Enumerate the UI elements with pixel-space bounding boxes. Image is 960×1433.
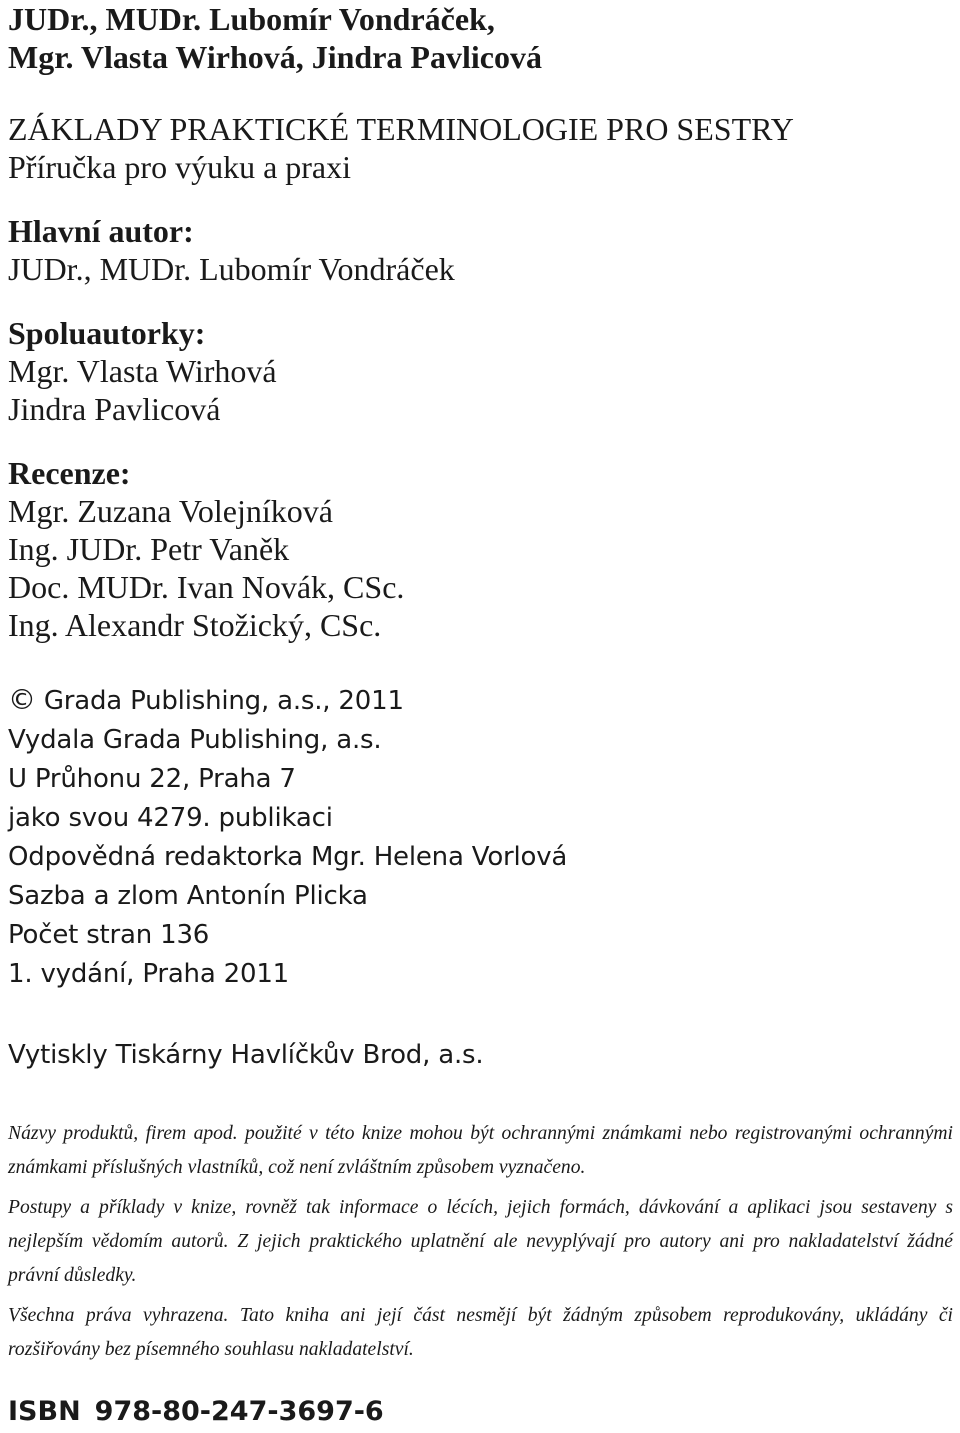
reviewer-name: Doc. MUDr. Ivan Novák, CSc. (8, 569, 405, 605)
publisher-imprint (8, 680, 953, 994)
book-subtitle: Příručka pro výuku a praxi (8, 149, 352, 185)
isbn-label: ISBN (8, 1396, 81, 1427)
reviewer-name: Ing. Alexandr Stožický, CSc. (8, 607, 382, 643)
main-author-name: JUDr., MUDr. Lubomír Vondráček (8, 251, 455, 287)
trademark-note: Názvy produktů, firem apod. použité v této knize mohou být ochrannými známkami nebo registrovanými ochrannými známkami příslušných vlastníků, což není zvláštním způsobem vyznačeno. (8, 1123, 953, 1178)
isbn-number: 978-80-247-3697-6 (94, 1396, 384, 1427)
copyright-icon: © (8, 683, 36, 716)
imprint-line: Počet stran 136 (8, 920, 210, 950)
imprint-line: 1. vydání, Praha 2011 (8, 959, 290, 989)
author-header-line-1: JUDr., MUDr. Lubomír Vondráček, (8, 1, 495, 37)
reviewer-name: Mgr. Zuzana Volejníková (8, 493, 333, 529)
co-author-name: Jindra Pavlicová (8, 391, 221, 427)
co-authors-label: Spoluautorky: (8, 315, 206, 351)
book-title-block (8, 110, 953, 186)
co-author-name: Mgr. Vlasta Wirhová (8, 353, 277, 389)
main-author-section (8, 212, 953, 288)
copyright-line (8, 680, 953, 721)
imprint-line: U Průhonu 22, Praha 7 (8, 764, 296, 794)
book-title: ZÁKLADY PRAKTICKÉ TERMINOLOGIE PRO SESTRY (8, 111, 794, 147)
author-header (8, 0, 953, 76)
isbn-line (8, 1394, 384, 1430)
imprint-line: Sazba a zlom Antonín Plicka (8, 881, 368, 911)
author-header-line-2: Mgr. Vlasta Wirhová, Jindra Pavlicová (8, 39, 542, 75)
imprint-page (8, 0, 953, 1427)
reviewers-section (8, 454, 953, 644)
imprint-line: Odpovědná redaktorka Mgr. Helena Vorlová (8, 842, 568, 872)
imprint-line: Vydala Grada Publishing, a.s. (8, 725, 382, 755)
reviewers-label: Recenze: (8, 455, 131, 491)
copyright-text: Grada Publishing, a.s., 2011 (43, 686, 404, 716)
imprint-line: jako svou 4279. publikaci (8, 803, 333, 833)
co-authors-section (8, 314, 953, 428)
main-author-label: Hlavní autor: (8, 213, 194, 249)
legal-notes (8, 1117, 953, 1367)
disclaimer-note: Postupy a příklady v knize, rovněž tak informace o lécích, jejich formách, dávkování a aplikaci jsou sestaveny s nejlepším vědomím autorů. Z jejich praktického uplatnění ale nevyplývají pro autory ani pro nakladatelství žádné právní důsledky. (8, 1197, 953, 1286)
printer-line: Vytiskly Tiskárny Havlíčkův Brod, a.s. (8, 1040, 484, 1070)
printer-section (8, 1036, 953, 1075)
reviewer-name: Ing. JUDr. Petr Vaněk (8, 531, 290, 567)
rights-note: Všechna práva vyhrazena. Tato kniha ani její část nesmějí být žádným způsobem reprodukovány, ukládány či rozšiřovány bez písemného souhlasu nakladatelství. (8, 1305, 953, 1360)
